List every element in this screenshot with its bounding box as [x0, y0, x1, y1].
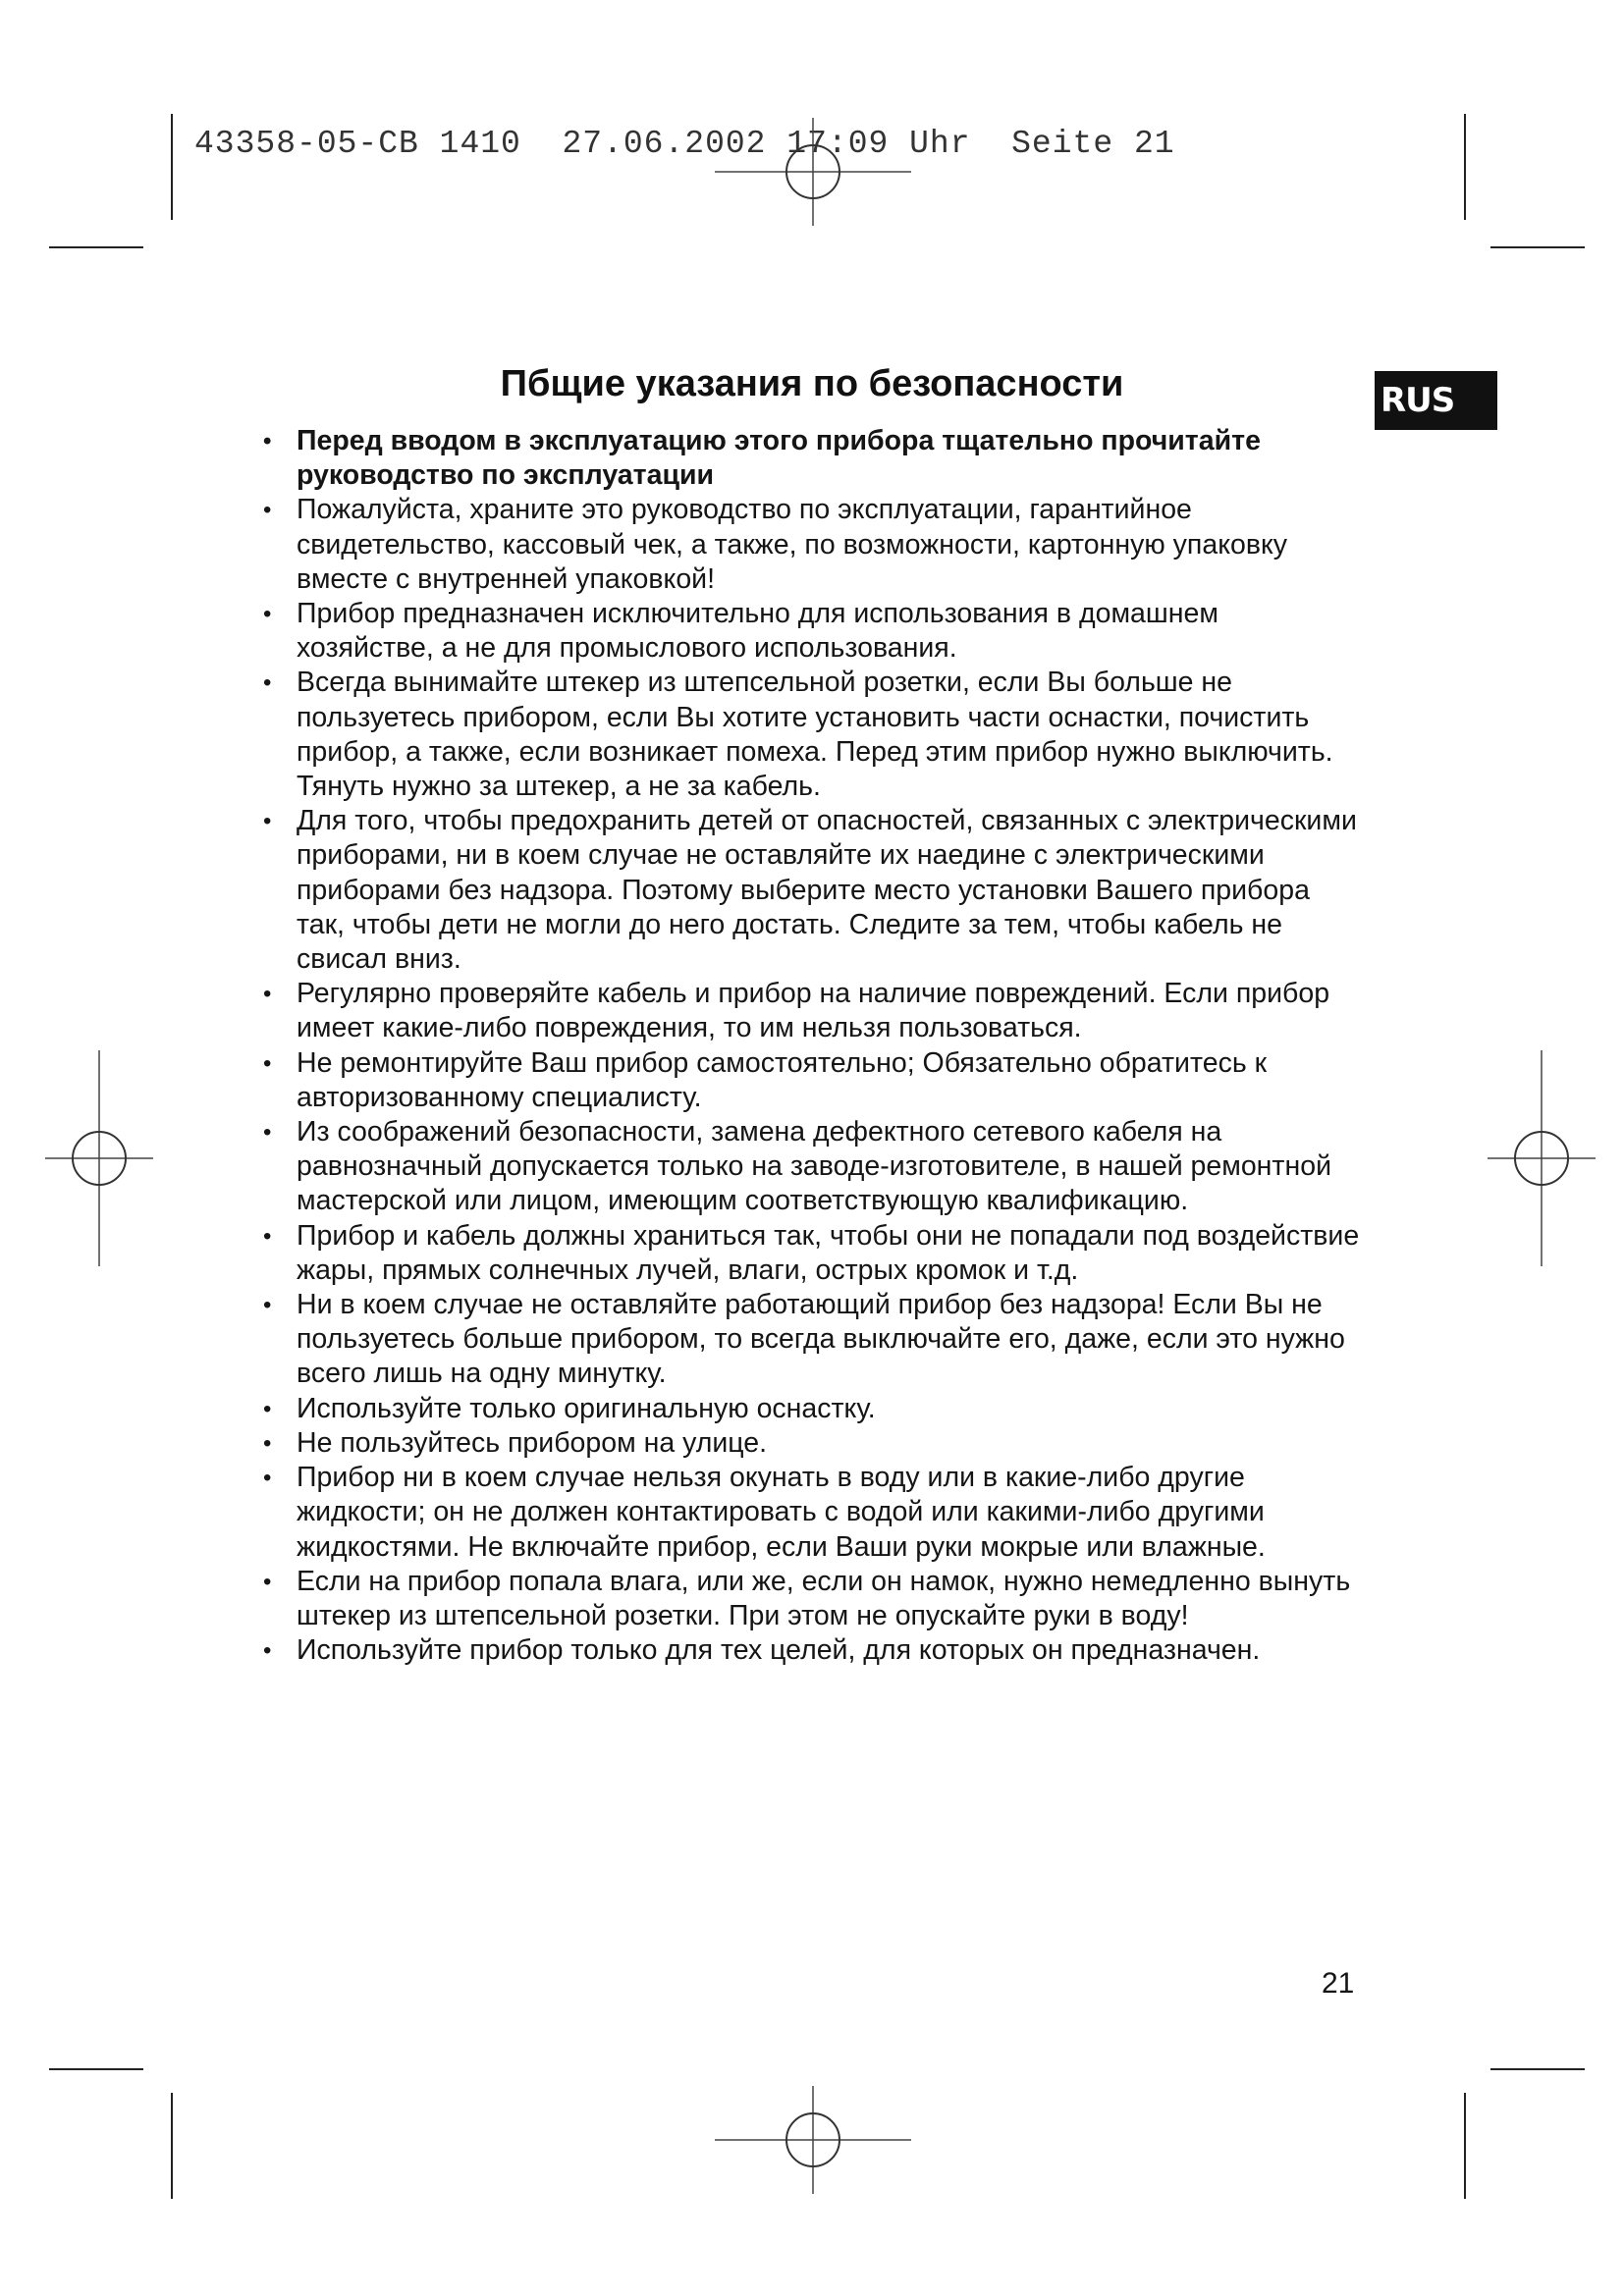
- crop-mark-bottom-right-vertical: [1464, 2093, 1466, 2199]
- page-title: Пбщие указания по безопасности: [500, 363, 1124, 404]
- safety-instruction-item: • Регулярно проверяйте кабель и прибор на наличие повреждений. Если прибор имеет какие-либо повреждения, то им нельзя пользоваться.: [263, 977, 1363, 1045]
- crop-mark-top-right-vertical: [1464, 114, 1466, 220]
- crop-mark-top-left-vertical: [171, 114, 173, 220]
- crop-mark-top-right-horizontal: [1490, 246, 1585, 248]
- registration-mark-left: [45, 1050, 153, 1266]
- safety-instruction-item: • Ни в коем случае не оставляйте работающий прибор без надзора! Если Вы не пользуетесь больше прибором, то всегда выключайте его, даже, если это нужно всего лишь на одну минутку.: [263, 1288, 1363, 1392]
- safety-instructions-list: [263, 424, 1363, 1668]
- safety-instruction-item: • Если на прибор попала влага, или же, если он намок, нужно немедленно вынуть штекер из штепсельной розетки. При этом не опускайте руки в воду!: [263, 1565, 1363, 1633]
- crop-mark-bottom-left-horizontal: [49, 2068, 143, 2070]
- safety-instruction-item: • Перед вводом в эксплуатацию этого прибора тщательно прочитайте руководство по эксплуатации: [263, 424, 1363, 493]
- crop-mark-bottom-right-horizontal: [1490, 2068, 1585, 2070]
- safety-instruction-item: • Прибор ни в коем случае нельзя окунать в воду или в какие-либо другие жидкости; он не должен контактировать с водой или какими-либо другими жидкостями. Не включайте прибор, если Ваши руки мокрые или влажные.: [263, 1461, 1363, 1565]
- crop-mark-top-left-horizontal: [49, 246, 143, 248]
- safety-instruction-item: • Прибор и кабель должны храниться так, чтобы они не попадали под воздействие жары, прямых солнечных лучей, влаги, острых кромок и т.д.: [263, 1219, 1363, 1288]
- registration-mark-bottom: [715, 2086, 911, 2194]
- safety-instruction-item: • Из соображений безопасности, замена дефектного сетевого кабеля на равнозначный допускается только на заводе-изготовителе, в нашей ремонтной мастерской или лицом, имеющим соответствующую квалификацию.: [263, 1115, 1363, 1219]
- safety-instruction-item: • Не пользуйтесь прибором на улице.: [263, 1426, 1363, 1461]
- safety-instruction-item: • Не ремонтируйте Ваш прибор самостоятельно; Обязательно обратитесь к авторизованному специалисту.: [263, 1046, 1363, 1115]
- safety-instruction-item: • Используйте прибор только для тех целей, для которых он предназначен.: [263, 1633, 1363, 1668]
- registration-mark-top: [715, 118, 911, 226]
- crop-mark-bottom-left-vertical: [171, 2093, 173, 2199]
- registration-mark-right: [1488, 1050, 1596, 1266]
- safety-instruction-item: • Используйте только оригинальную оснастку.: [263, 1392, 1363, 1426]
- safety-instruction-item: • Всегда вынимайте штекер из штепсельной розетки, если Вы больше не пользуетесь прибором, если Вы хотите установить части оснастки, почистить прибор, а также, если возникает помеха. Перед этим прибор нужно выключить. Тянуть нужно за штекер, а не за кабель.: [263, 666, 1363, 804]
- page-number: 21: [1322, 1967, 1355, 2000]
- print-header: 43358-05-CB 1410 27.06.2002 17:09 Uhr Seite 21: [194, 126, 1175, 162]
- safety-instruction-item: • Прибор предназначен исключительно для использования в домашнем хозяйстве, а не для промыслового использования.: [263, 597, 1363, 666]
- safety-instruction-item: • Для того, чтобы предохранить детей от опасностей, связанных с электрическими приборами, ни в коем случае не оставляйте их наедине с электрическими приборами без надзора. Поэтому выберите место установки Вашего прибора так, чтобы дети не могли до него достать. Следите за тем, чтобы кабель не свисал вниз.: [263, 804, 1363, 977]
- safety-instruction-item: • Пожалуйста, храните это руководство по эксплуатации, гарантийное свидетельство, кассовый чек, а также, по возможности, картонную упаковку вместе с внутренней упаковкой!: [263, 493, 1363, 597]
- language-badge: RUS: [1375, 371, 1497, 430]
